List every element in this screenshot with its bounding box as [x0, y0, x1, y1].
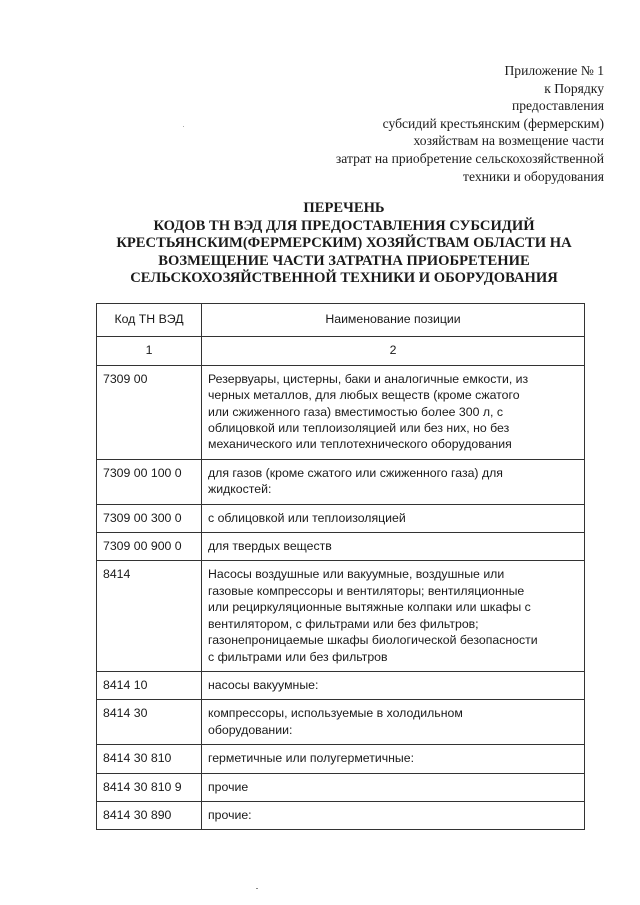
title-line: ПЕРЕЧЕНЬ	[303, 200, 385, 216]
appendix-line: хозяйствам на возмещение части	[413, 133, 604, 149]
table-row	[97, 671, 585, 699]
row-name-line: прочие:	[208, 807, 252, 822]
column-number-row	[97, 337, 585, 365]
row-name	[202, 700, 585, 745]
row-code: 7309 00 300 0	[97, 504, 202, 532]
scan-speck	[183, 126, 184, 127]
row-name-line: компрессоры, используемые в холодильном	[208, 706, 463, 721]
table-row	[97, 773, 585, 801]
title-line: СЕЛЬСКОХОЗЯЙСТВЕННОЙ ТЕХНИКИ И ОБОРУДОВАНИЯ	[130, 270, 558, 287]
table-row	[97, 365, 585, 459]
row-name-line: вентилятором, с фильтрами или без фильтров;	[208, 616, 479, 631]
row-code: 8414 30 810	[97, 745, 202, 773]
table-row	[97, 533, 585, 561]
row-name	[202, 533, 585, 561]
row-code: 7309 00	[97, 365, 202, 459]
row-name	[202, 801, 585, 829]
row-name-line: черных металлов, для любых веществ (кроме сжатого	[208, 388, 520, 403]
row-name-line: для твердых веществ	[208, 539, 332, 554]
row-name-line: с фильтрами или без фильтров	[208, 649, 388, 664]
header-name: Наименование позиции	[202, 304, 585, 337]
column-number: 2	[202, 337, 585, 365]
appendix-reference	[336, 62, 604, 185]
row-name	[202, 671, 585, 699]
document-title	[0, 200, 640, 288]
row-name-line: газонепроницаемые шкафы биологической безопасности	[208, 633, 538, 648]
row-name-line: Насосы воздушные или вакуумные, воздушные или	[208, 567, 505, 582]
row-code: 7309 00 100 0	[97, 459, 202, 504]
table-row	[97, 504, 585, 532]
row-name-line: оборудовании:	[208, 722, 293, 737]
row-code: 8414 30	[97, 700, 202, 745]
row-code: 7309 00 900 0	[97, 533, 202, 561]
table-row	[97, 745, 585, 773]
row-code: 8414 30 890	[97, 801, 202, 829]
row-name-line: механического или теплотехнического оборудования	[208, 437, 512, 452]
row-code: 8414	[97, 561, 202, 671]
table-row	[97, 459, 585, 504]
row-name-line: или сжиженного газа) вместимостью более 300 л, с	[208, 404, 503, 419]
title-line: КОДОВ ТН ВЭД ДЛЯ ПРЕДОСТАВЛЕНИЯ СУБСИДИЙ	[153, 217, 535, 234]
row-name	[202, 745, 585, 773]
appendix-line: затрат на приобретение сельскохозяйственной	[335, 150, 604, 166]
appendix-line: предоставления	[511, 98, 604, 114]
table-row	[97, 801, 585, 829]
table-row	[97, 700, 585, 745]
appendix-line: техники и оборудования	[463, 168, 604, 184]
row-name-line: с облицовкой или теплоизоляцией	[208, 510, 406, 525]
row-name-line: облицовкой или теплоизоляцией или без них, но без	[208, 421, 510, 436]
row-name-line: прочие	[208, 779, 249, 794]
table-row	[97, 561, 585, 671]
row-name	[202, 561, 585, 671]
row-name-line: жидкостей:	[208, 482, 272, 497]
row-name-line: насосы вакуумные:	[208, 677, 319, 692]
row-name-line: или рециркуляционные вытяжные колпаки или шкафы с	[208, 600, 531, 615]
appendix-line: субсидий крестьянским (фермерским)	[382, 115, 604, 131]
row-name	[202, 504, 585, 532]
row-code: 8414 30 810 9	[97, 773, 202, 801]
row-name-line: герметичные или полугерметичные:	[208, 751, 415, 766]
table-header-row	[97, 304, 585, 337]
table-body	[97, 365, 585, 830]
column-number: 1	[97, 337, 202, 365]
appendix-line: к Порядку	[544, 80, 604, 96]
row-name-line: Резервуары, цистерны, баки и аналогичные емкости, из	[208, 371, 529, 386]
appendix-line: Приложение № 1	[504, 63, 604, 78]
row-name-line: газовые компрессоры и вентиляторы; вентиляционные	[208, 583, 525, 598]
row-name	[202, 773, 585, 801]
header-code: Код ТН ВЭД	[97, 304, 202, 337]
row-code: 8414 10	[97, 671, 202, 699]
codes-table	[96, 303, 585, 830]
row-name-line: для газов (кроме сжатого или сжиженного газа) для	[208, 465, 503, 480]
scan-speck	[256, 888, 258, 889]
title-line: ВОЗМЕЩЕНИЕ ЧАСТИ ЗАТРАТНА ПРИОБРЕТЕНИЕ	[158, 252, 530, 269]
row-name	[202, 365, 585, 459]
title-line: КРЕСТЬЯНСКИМ(ФЕРМЕРСКИМ) ХОЗЯЙСТВАМ ОБЛАСТИ НА	[116, 235, 572, 252]
row-name	[202, 459, 585, 504]
